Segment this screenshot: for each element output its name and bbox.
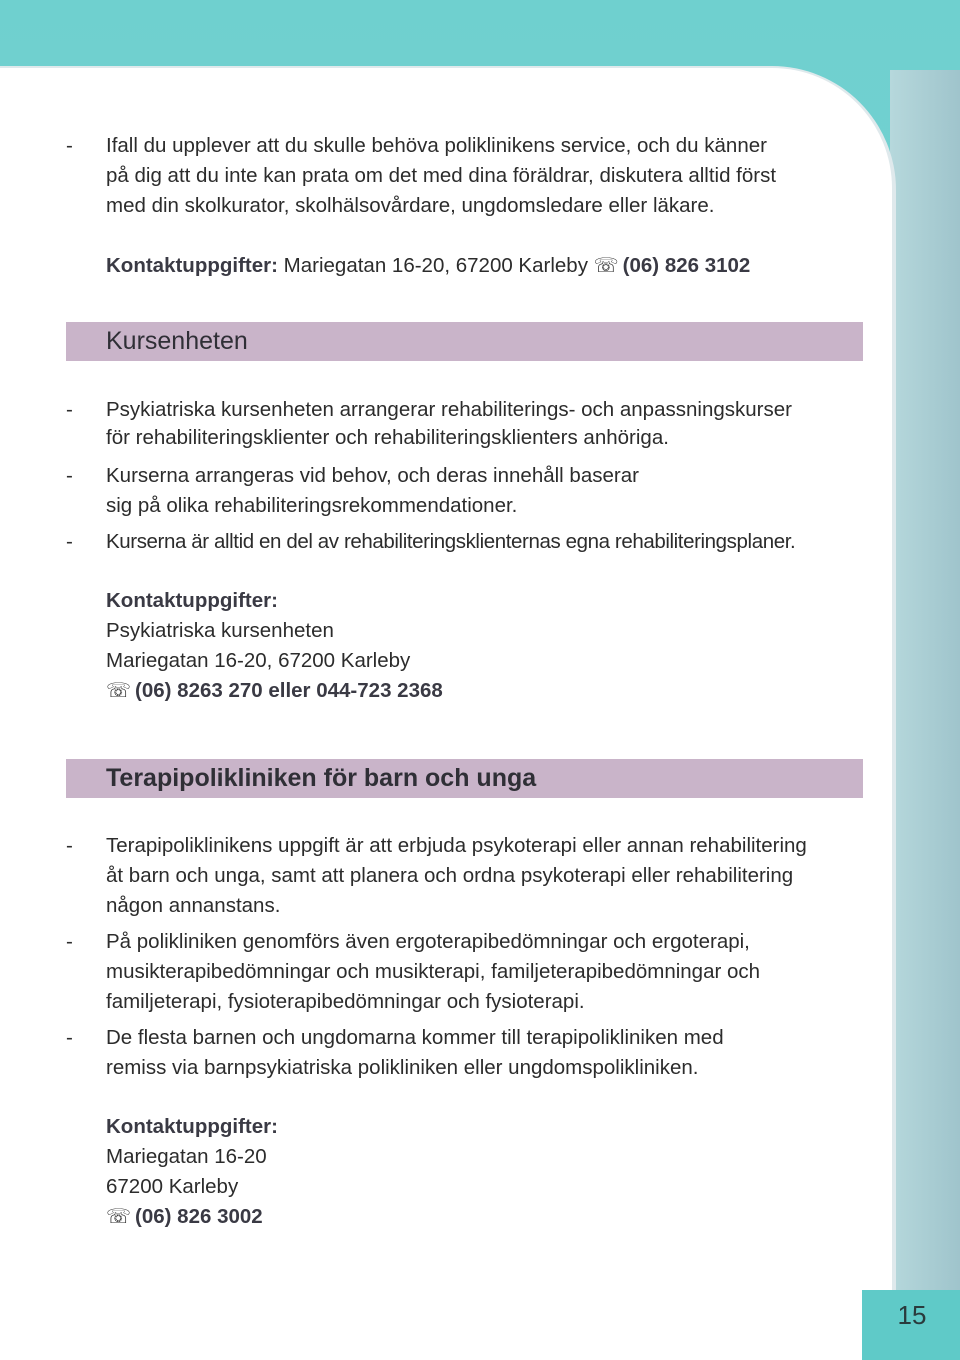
s2-contact-phone-row	[106, 1204, 263, 1229]
s1-contact-phone: (06) 8263 270 eller 044-723 2368	[135, 679, 443, 702]
page-number: 15	[897, 1300, 927, 1330]
section-title: Kursenheten	[106, 327, 248, 355]
section-header-kursenheten	[66, 322, 863, 361]
s1-contact-name: Psykiatriska kursenheten	[106, 619, 334, 642]
s2-bullet2-line3: familjeterapi, fysioterapibedömningar och fysioterapi.	[106, 990, 585, 1013]
s2-contact-street: Mariegatan 16-20	[106, 1145, 267, 1168]
intro-line-3: med din skolkurator, skolhälsovårdare, ungdomsledare eller läkare.	[106, 194, 715, 217]
contact-phone: (06) 826 3102	[622, 254, 751, 277]
phone-icon: ☏	[593, 255, 619, 277]
s2-bullet1-line1: Terapipoliklinikens uppgift är att erbjuda psykoterapi eller annan rehabilitering	[106, 834, 807, 857]
s1-bullet2-line1: Kurserna arrangeras vid behov, och deras innehåll baserar	[106, 464, 639, 487]
s2-contact-label: Kontaktuppgifter:	[106, 1115, 278, 1138]
bullet-mark: -	[66, 398, 73, 421]
phone-icon: ☏	[106, 680, 132, 702]
bullet-mark: -	[66, 1026, 73, 1049]
section-header-terapipolikliniken	[66, 759, 863, 798]
bullet-mark: -	[66, 134, 73, 157]
intro-contact	[106, 253, 750, 278]
s2-bullet1-line3: någon annanstans.	[106, 894, 281, 917]
section-title: Terapipolikliniken för barn och unga	[106, 764, 537, 792]
page-number-tab	[862, 1290, 960, 1360]
contact-label: Kontaktuppgifter:	[106, 254, 278, 277]
s2-bullet3-line2: remiss via barnpsykiatriska polikliniken eller ungdomspolikliniken.	[106, 1056, 699, 1079]
s2-bullet2-line1: På polikliniken genomförs även ergoterapibedömningar och ergoterapi,	[106, 930, 750, 953]
s1-contact-label: Kontaktuppgifter:	[106, 589, 278, 612]
s2-bullet2-line2: musikterapibedömningar och musikterapi, familjeterapibedömningar och	[106, 960, 761, 983]
s1-bullet1-line2: för rehabiliteringsklienter och rehabiliteringsklienters anhöriga.	[106, 426, 669, 449]
bullet-mark: -	[66, 530, 73, 553]
s1-contact-phone-row	[106, 678, 443, 703]
bullet-mark: -	[66, 930, 73, 953]
s2-contact-phone: (06) 826 3002	[135, 1205, 263, 1228]
s1-bullet1-line1: Psykiatriska kursenheten arrangerar rehabiliterings- och anpassningskurser	[106, 398, 792, 421]
s1-contact-address: Mariegatan 16-20, 67200 Karleby	[106, 649, 411, 672]
s1-bullet2-line2: sig på olika rehabiliteringsrekommendationer.	[106, 494, 518, 517]
s2-bullet3-line1: De flesta barnen och ungdomarna kommer till terapipolikliniken med	[106, 1026, 724, 1049]
s1-bullet3-line1: Kurserna är alltid en del av rehabiliteringsklienternas egna rehabiliteringsplaner.	[106, 530, 796, 553]
bullet-mark: -	[66, 464, 73, 487]
s2-bullet1-line2: åt barn och unga, samt att planera och ordna psykoterapi eller rehabilitering	[106, 864, 794, 887]
page-side-rail	[890, 70, 960, 1360]
bullet-mark: -	[66, 834, 73, 857]
s2-contact-city: 67200 Karleby	[106, 1175, 239, 1198]
phone-icon: ☏	[106, 1206, 132, 1228]
intro-line-2: på dig att du inte kan prata om det med dina föräldrar, diskutera alltid först	[106, 164, 777, 187]
contact-address: Mariegatan 16-20, 67200 Karleby	[283, 254, 588, 277]
intro-line-1: Ifall du upplever att du skulle behöva poliklinikens service, och du känner	[106, 134, 767, 157]
